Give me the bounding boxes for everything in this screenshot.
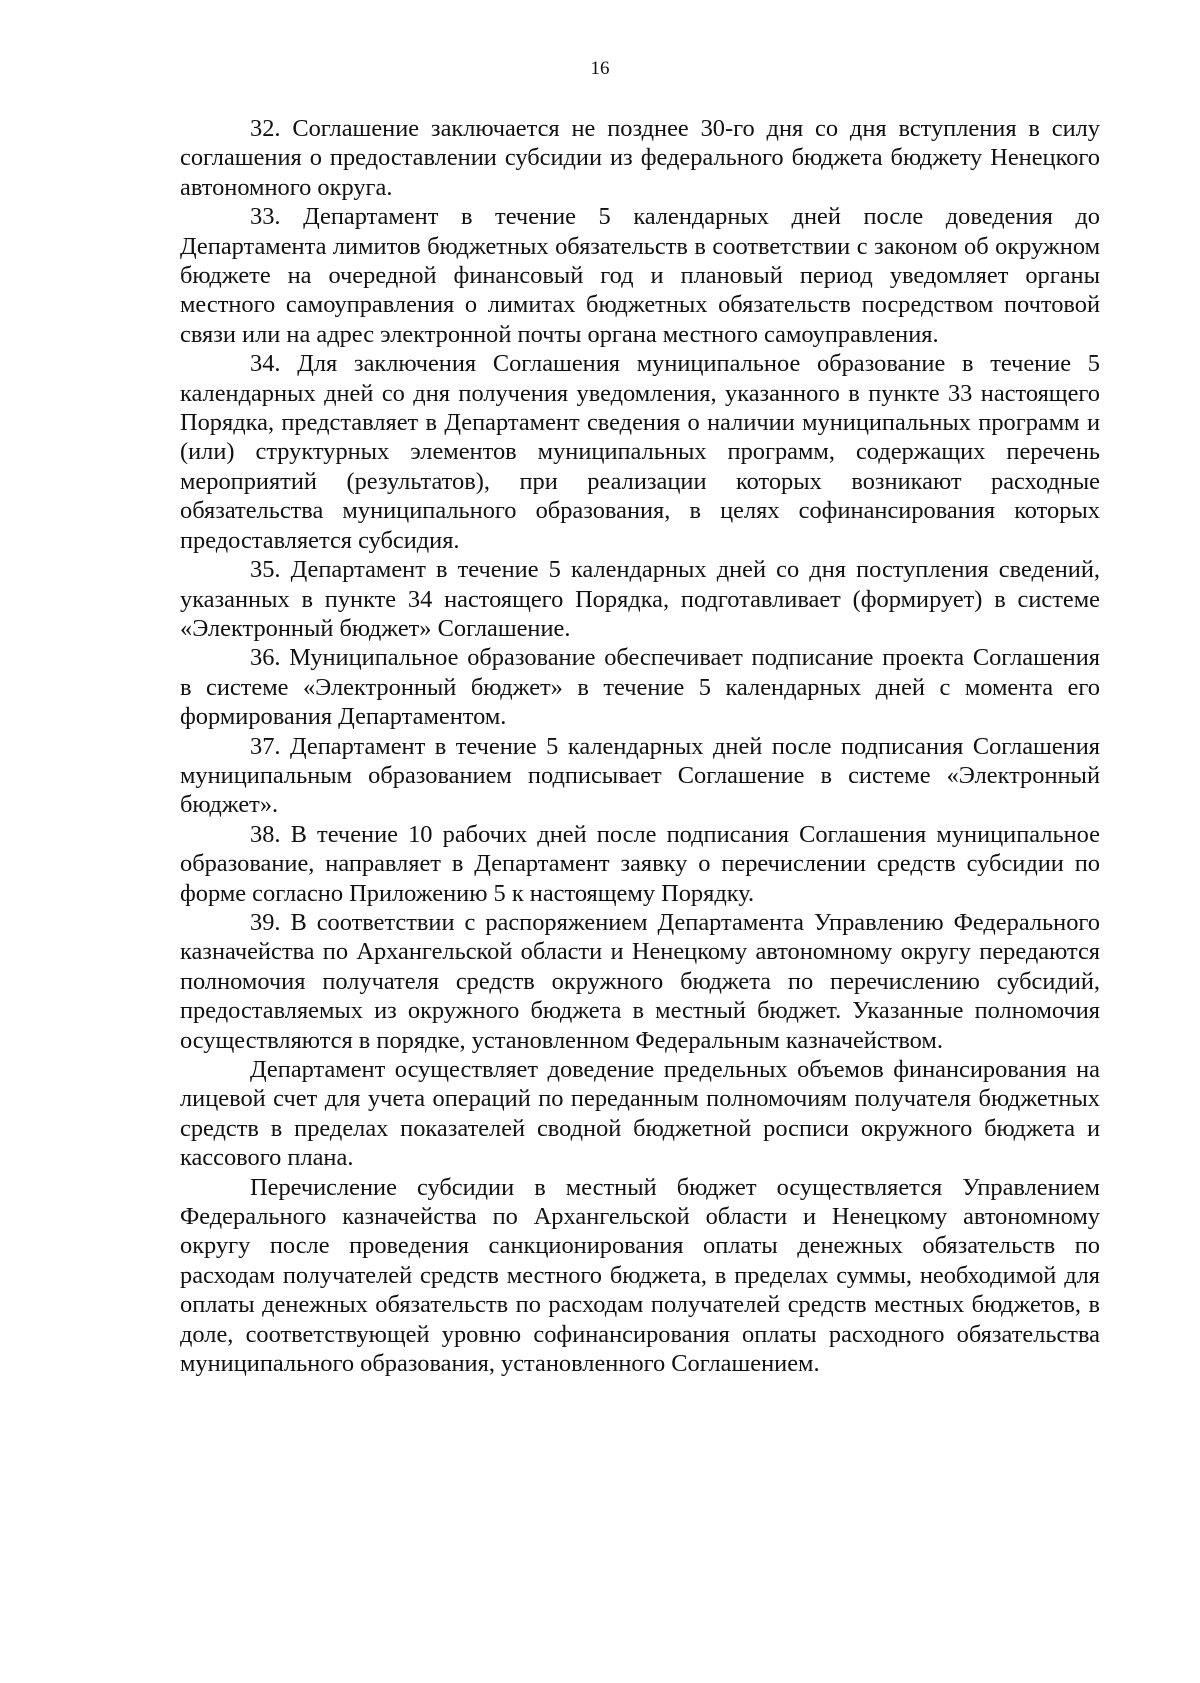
paragraph-38: 38. В течение 10 рабочих дней после подписания Соглашения муниципальное образование, направляет в Департамент заявку о перечислении средств субсидии по форме согласно Приложению 5 к настоящему Порядку.	[180, 820, 1100, 907]
paragraph-32: 32. Соглашение заключается не позднее 30-го дня со дня вступления в силу соглашения о предоставлении субсидии из федерального бюджета бюджету Ненецкого автономного округа.	[180, 115, 1100, 201]
paragraph-33: 33. Департамент в течение 5 календарных дней после доведения до Департамента лимитов бюджетных обязательств в соответствии с законом об окружном бюджете на очередной финансовый год и плановый период уведомляет органы местного самоуправления о лимитах бюджетных обязательств посредством почтовой связи или на адрес электронной почты органа местного самоуправления.	[180, 203, 1100, 348]
paragraph-36: 36. Муниципальное образование обеспечивает подписание проекта Соглашения в системе «Электронный бюджет» в течение 5 календарных дней с момента его формирования Департаментом.	[180, 644, 1100, 731]
paragraph-37: 37. Департамент в течение 5 календарных дней после подписания Соглашения муниципальным образованием подписывает Соглашение в системе «Электронный бюджет».	[180, 732, 1100, 819]
page-number: 16	[590, 58, 610, 79]
document-body	[180, 114, 1100, 1378]
paragraph-39-transfer: Перечисление субсидии в местный бюджет осуществляется Управлением Федерального казначейства по Архангельской области и Ненецкому автономному округу после проведения санкционирования оплаты денежных обязательств по расходам получателей средств местного бюджета, в пределах суммы, необходимой для оплаты денежных обязательств по расходам получателей средств местных бюджетов, в доле, соответствующей уровню софинансирования оплаты расходного обязательства муниципального образования, установленного Соглашением.	[180, 1173, 1100, 1378]
paragraph-35: 35. Департамент в течение 5 календарных дней со дня поступления сведений, указанных в пункте 34 настоящего Порядка, подготавливает (формирует) в системе «Электронный бюджет» Соглашение.	[180, 556, 1100, 642]
paragraph-34: 34. Для заключения Соглашения муниципальное образование в течение 5 календарных дней со дня получения уведомления, указанного в пункте 33 настоящего Порядка, представляет в Департамент сведения о наличии муниципальных программ и (или) структурных элементов муниципальных программ, содержащих перечень мероприятий (результатов), при реализации которых возникают расходные обязательства муниципального образования, в целях софинансирования которых предоставляется субсидия.	[180, 350, 1100, 554]
paragraph-39: 39. В соответствии с распоряжением Департамента Управлению Федерального казначейства по Архангельской области и Ненецкому автономному округу передаются полномочия получателя средств окружного бюджета по перечислению субсидий, предоставляемых из окружного бюджета в местный бюджет. Указанные полномочия осуществляются в порядке, установленном Федеральным казначейством.	[180, 908, 1100, 1054]
paragraph-39-limits: Департамент осуществляет доведение предельных объемов финансирования на лицевой счет для учета операций по переданным полномочиям получателя бюджетных средств в пределах показателей сводной бюджетной росписи окружного бюджета и кассового плана.	[180, 1056, 1100, 1172]
